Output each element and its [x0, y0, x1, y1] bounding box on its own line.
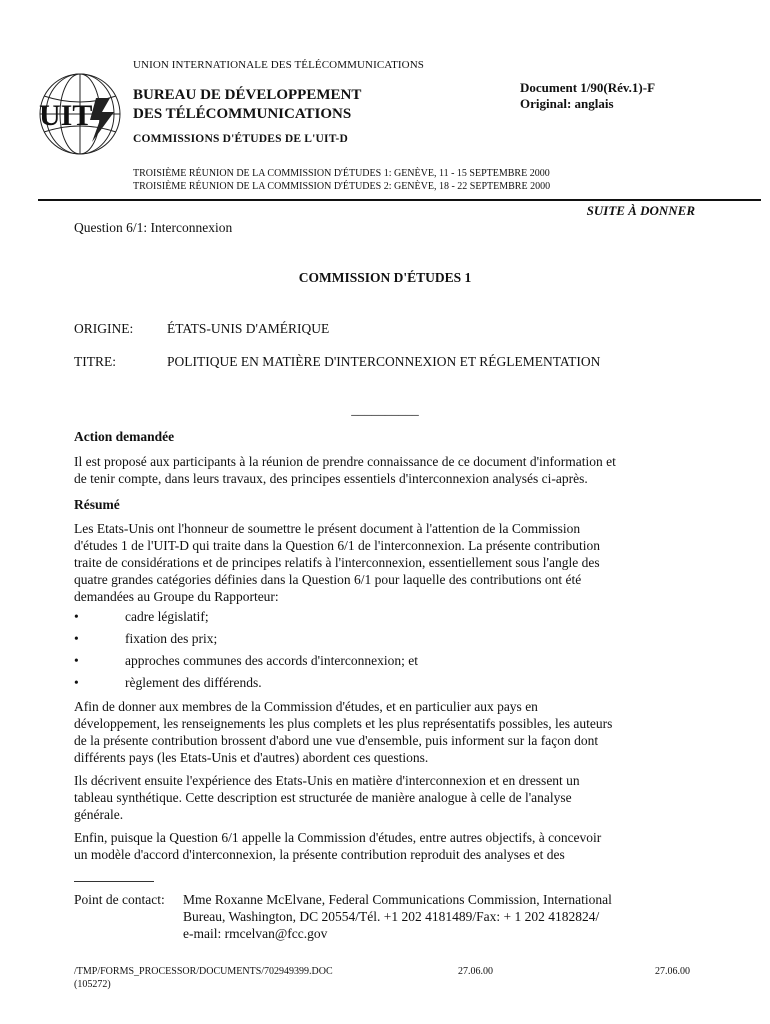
resume-heading: Résumé: [74, 497, 120, 512]
meeting-info: TROISIÈME RÉUNION DE LA COMMISSION D'ÉTUDES 1: GENÈVE, 11 - 15 SEPTEMBRE 2000 TROISIÈME RÉUNION DE LA COMMISSION D'ÉTUDES 2: GENÈVE, 18 - 22 SEPTEMBRE 2000: [133, 168, 551, 192]
bullet-marker: •: [74, 609, 79, 624]
paragraph-overview: Afin de donner aux membres de la Commission d'études, et en particulier aux pays en développement, les renseignements les plus complets et les plus représentatifs possibles, les auteurs de la présente contribution brossent d'abord une vue d'ensemble, puis informent sur la façon dont différents pays (les Etats-Unis et d'autres) abordent ces questions.: [74, 699, 613, 765]
union-name: UNION INTERNATIONALE DES TÉLÉCOMMUNICATIONS: [133, 59, 424, 71]
action-paragraph: Il est proposé aux participants à la réunion de prendre connaissance de ce document d'information et de tenir compte, dans leurs travaux, des principes essentiels d'interconnexion analysés ci-après.: [74, 454, 616, 486]
bullet-item: cadre législatif;: [125, 609, 209, 624]
contact-details: Mme Roxanne McElvane, Federal Communications Commission, International Bureau, Washington, DC 20554/Tél. +1 202 4181489/Fax: + 1 202 4182824/ e-mail: rmcelvan@fcc.gov: [183, 892, 612, 941]
bullet-marker: •: [74, 631, 79, 646]
bullet-item: règlement des différends.: [125, 675, 262, 690]
bullet-marker: •: [74, 653, 79, 668]
commissions-title: COMMISSIONS D'ÉTUDES DE L'UIT-D: [133, 133, 349, 145]
footer-date-1: 27.06.00: [458, 966, 493, 977]
itu-logo: [34, 68, 126, 160]
header-rule: [38, 199, 761, 201]
resume-paragraph: Les Etats-Unis ont l'honneur de soumettre le présent document à l'attention de la Commission d'études 1 de l'UIT-D qui traite dans la Question 6/1 de l'interconnexion. La présente contribution traite de considérations et de principes relatifs à l'interconnexion, essentiellement sous l'angle des quatre grandes catégories définies dans la Question 6/1 pour laquelle des contributions ont été demandées au Groupe du Rapporteur:: [74, 521, 601, 604]
bullet-item: fixation des prix;: [125, 631, 218, 646]
footnote-rule: [74, 881, 154, 882]
commission-title: COMMISSION D'ÉTUDES 1: [298, 270, 472, 285]
origine-label: ORIGINE:: [74, 321, 134, 336]
suite-a-donner: SUITE À DONNER: [586, 203, 695, 218]
bureau-title: BUREAU DE DÉVELOPPEMENT DES TÉLÉCOMMUNICATIONS: [133, 87, 362, 122]
bullet-item: approches communes des accords d'interconnexion; et: [125, 653, 418, 668]
origine-value: ÉTATS-UNIS D'AMÉRIQUE: [167, 321, 330, 336]
action-heading: Action demandée: [74, 429, 175, 444]
document-reference: Document 1/90(Rév.1)-F Original: anglais: [520, 80, 656, 111]
paragraph-model: Enfin, puisque la Question 6/1 appelle la Commission d'études, entre autres objectifs, à concevoir un modèle d'accord d'interconnexion, la présente contribution reproduit des analyses et des: [74, 830, 602, 862]
paragraph-experience: Ils décrivent ensuite l'expérience des Etats-Unis en matière d'interconnexion et en dressent un tableau synthétique. Cette description est structurée de manière analogue à celle de l'analyse générale.: [74, 773, 580, 822]
contact-label: Point de contact:: [74, 892, 165, 907]
separator: __________: [351, 402, 419, 417]
titre-label: TITRE:: [74, 354, 116, 369]
titre-value: POLITIQUE EN MATIÈRE D'INTERCONNEXION ET RÉGLEMENTATION: [167, 354, 601, 369]
footer-date-2: 27.06.00: [655, 966, 690, 977]
bullet-marker: •: [74, 675, 79, 690]
svg-text:UIT: UIT: [39, 99, 93, 132]
footer-path: /TMP/FORMS_PROCESSOR/DOCUMENTS/702949399.DOC (105272): [74, 966, 333, 990]
question-label: Question 6/1: Interconnexion: [74, 220, 233, 235]
